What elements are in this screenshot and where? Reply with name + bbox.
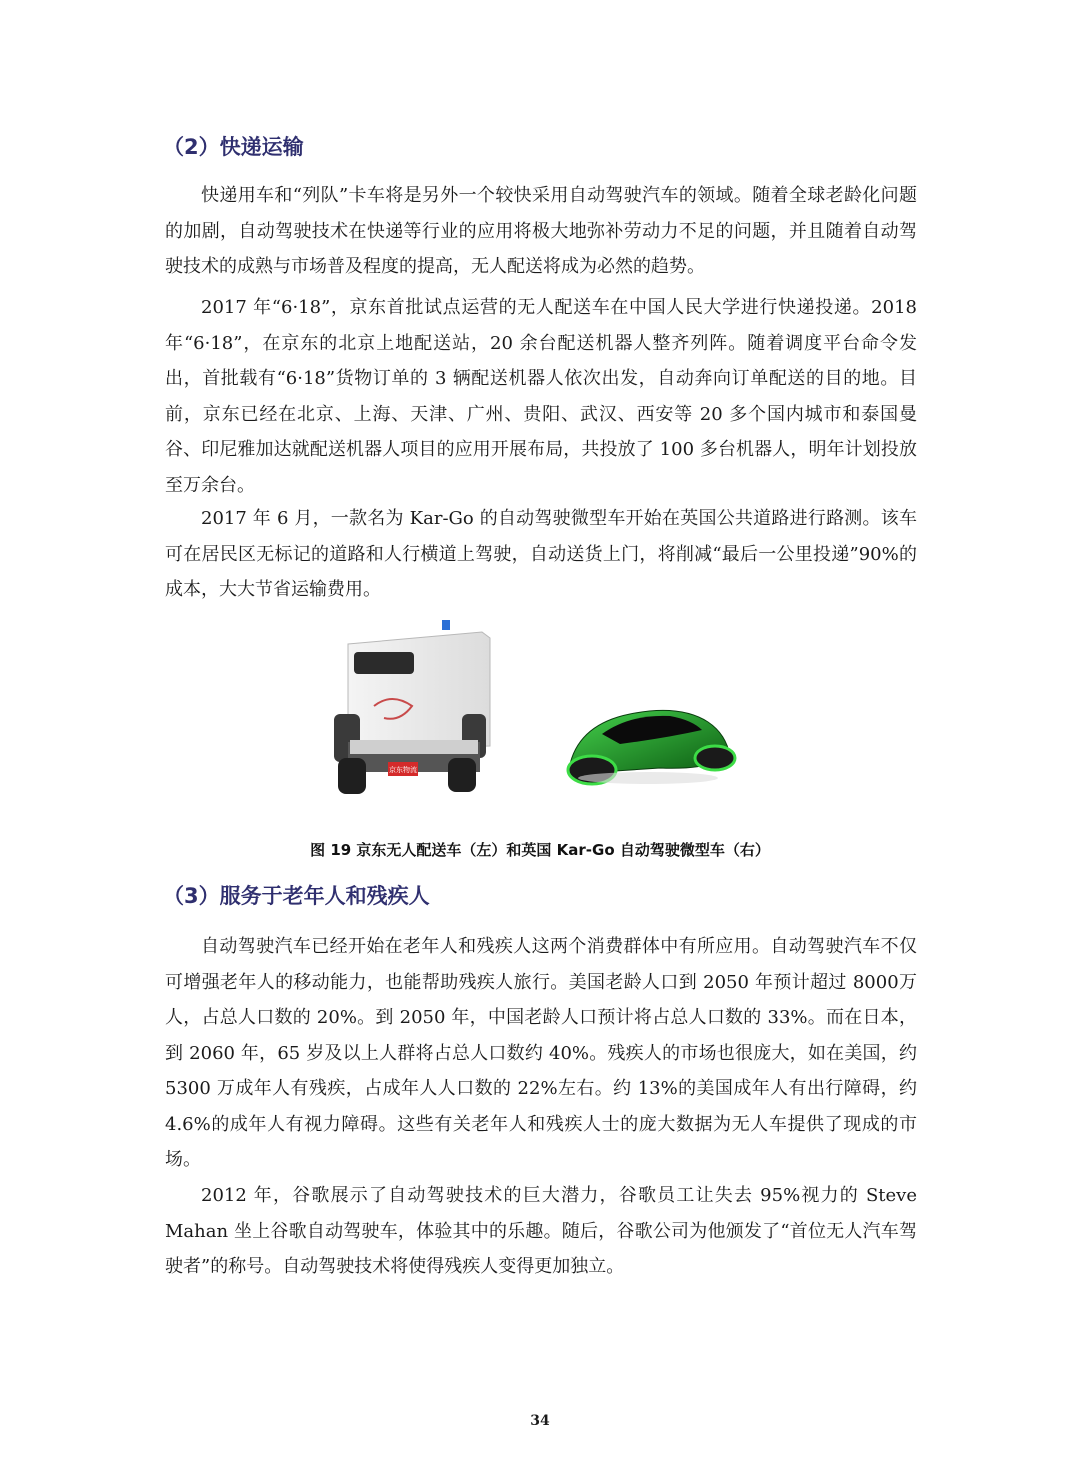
svg-text:京东物流: 京东物流 (389, 766, 417, 774)
paragraph: 快递用车和“列队”卡车将是另外一个较快采用自动驾驶汽车的领域。随着全球老龄化问题的加剧，自动驾驶技术在快递等行业的应用将极大地弥补劳动力不足的问题，并且随着自动驾驶技术的成熟与市场普及程度的提高，无人配送将成为必然的趋势。 (165, 185, 917, 277)
kargo-autonomous-vehicle (568, 710, 735, 784)
paragraph: 2012 年，谷歌展示了自动驾驶技术的巨大潜力，谷歌员工让失去 95%视力的 Steve Mahan 坐上谷歌自动驾驶车，体验其中的乐趣。随后，谷歌公司为他颁发了“首位无人汽车驾驶者”的称号。自动驾驶技术将使得残疾人变得更加独立。 (165, 1185, 917, 1277)
section-heading-express-delivery: （2）快递运输 (163, 135, 304, 159)
section-heading-elderly-disabled: （3）服务于老年人和残疾人 (163, 884, 430, 908)
paragraph: 2017 年“6·18”，京东首批试点运营的无人配送车在中国人民大学进行快递投递。2018年“6·18”，在京东的北京上地配送站，20 余台配送机器人整齐列阵。随着调度平台命令发出，首批载有“6·18”货物订单的 3 辆配送机器人依次出发，自动奔向订单配送的目的地。目前，京东已经在北京、上海、天津、广州、贵阳、武汉、西安等 20 多个国内城市和泰国曼谷、印尼雅加达就配送机器人项目的应用开展布局，共投放了 100 多台机器人，明年计划投放至万余台。 (165, 297, 917, 496)
jd-delivery-robot (334, 620, 490, 794)
paragraph: 2017 年 6 月，一款名为 Kar-Go 的自动驾驶微型车开始在英国公共道路进行路测。该车可在居民区无标记的道路和人行横道上驾驶，自动送货上门，将削减“最后一公里投递”90%的成本，大大节省运输费用。 (165, 508, 917, 600)
figure-caption: 图 19 京东无人配送车（左）和英国 Kar-Go 自动驾驶微型车（右） (310, 841, 770, 859)
figure-19-images (330, 618, 750, 808)
page-number: 34 (530, 1413, 550, 1429)
delivery-vehicles-illustration (330, 618, 750, 808)
paragraph: 自动驾驶汽车已经开始在老年人和残疾人这两个消费群体中有所应用。自动驾驶汽车不仅可增强老年人的移动能力，也能帮助残疾人旅行。美国老龄人口到 2050 年预计超过 8000万人，占总人口数的 20%。到 2050 年，中国老龄人口预计将占总人口数的 33%。而在日本，到 2060 年，65 岁及以上人群将占总人口数约 40%。残疾人的市场也很庞大，如在美国，约5300 万成年人有残疾，占成年人人口数的 22%左右。约 13%的美国成年人有出行障碍，约4.6%的成年人有视力障碍。这些有关老年人和残疾人士的庞大数据为无人车提供了现成的市场。 (165, 936, 917, 1170)
